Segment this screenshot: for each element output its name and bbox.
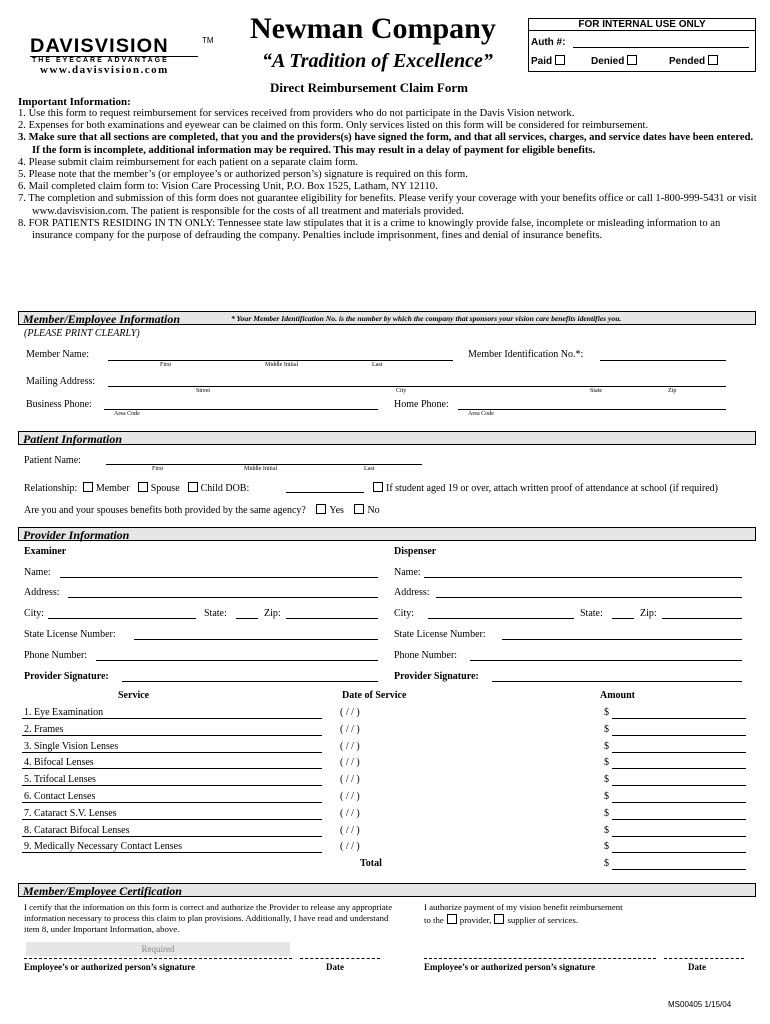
logo-tm: TM [202,36,214,45]
print-clearly: (PLEASE PRINT CLEARLY) [24,328,140,339]
member-section-header [18,311,756,325]
service-row-rule [22,752,322,753]
last-caption: Last [364,466,375,472]
dispenser-name-field[interactable] [424,577,742,578]
patient-section-title: Patient Information [23,432,123,446]
examiner-state-field[interactable] [236,618,258,619]
dispenser-license-field[interactable] [502,639,742,640]
service-row-rule [22,718,322,719]
authorize-text: I authorize payment of my vision benefit reimbursement [424,902,623,912]
amount-column-header: Amount [600,690,636,701]
patient-name-label: Patient Name: [24,455,81,466]
service-row-rule [22,768,322,769]
service-amount-field[interactable] [612,852,746,853]
service-name: 7. Cataract S.V. Lenses [24,807,117,819]
service-dollar: $ [604,774,609,786]
business-phone-label: Business Phone: [26,399,92,410]
examiner-phone-field[interactable] [96,660,378,661]
dispenser-address-field[interactable] [436,597,742,598]
dispenser-address-label: Address: [394,587,430,598]
important-item: 5. Please note that the member’s (or employee’s or authorized person’s) signature is required on this form. [18,169,468,181]
service-dollar: $ [604,707,609,718]
service-date-field[interactable]: ( / / ) [340,723,360,735]
service-row-rule [22,785,322,786]
pended-checkbox[interactable] [708,55,718,65]
dispenser-phone-label: Phone Number: [394,650,458,661]
last-caption: Last [372,362,383,368]
company-name: Newman Company [250,12,496,45]
form-title: Direct Reimbursement Claim Form [270,80,468,95]
provider-checkbox[interactable] [447,914,457,924]
home-phone-label: Home Phone: [394,399,449,410]
service-dollar: $ [604,824,609,836]
service-name: 9. Medically Necessary Contact Lenses [24,841,183,853]
important-item: 2. Expenses for both examinations and eyewear can be claimed on this form. Only services listed on this form will be considered for reimbursement. [18,120,649,132]
employee-date-field[interactable] [300,958,380,959]
member-name-field[interactable] [108,360,453,361]
provider-option: provider, [459,915,492,925]
denied-text: Denied [591,56,625,67]
service-dollar: $ [604,841,609,853]
auth-field[interactable] [573,47,749,48]
service-amount-field[interactable] [612,735,746,736]
service-amount-field[interactable] [612,752,746,753]
service-date-field[interactable]: ( / / ) [340,707,360,718]
child-dob-field[interactable] [286,492,364,493]
service-name: 5. Trifocal Lenses [24,774,96,786]
student-text: If student aged 19 or over, attach written proof of attendance at school (if required) [386,483,718,494]
important-item: 8. FOR PATIENTS RESIDING IN TN ONLY: Tennessee state law stipulates that it is a crime to knowingly provide false, incomplete or misleading information to an insurance company for the purpose of defrauding the company. Penalties include imprisonment, fines and denial of insurance benefits. [18,217,721,242]
area-code-caption: Area Code [114,411,140,417]
authorize-signature-field[interactable] [424,958,656,959]
total-label: Total [360,858,382,869]
no-checkbox[interactable] [354,504,364,514]
service-name: 8. Cataract Bifocal Lenses [24,824,130,836]
service-amount-field[interactable] [612,718,746,719]
street-caption: Street [196,388,210,394]
service-name: 6. Contact Lenses [24,791,96,802]
business-phone-field[interactable] [104,409,378,410]
dispenser-city-field[interactable] [428,618,574,619]
dispenser-signature-field[interactable] [492,681,742,682]
dispenser-phone-field[interactable] [470,660,742,661]
dispenser-heading: Dispenser [394,546,437,557]
member-id-label: Member Identification No.*: [468,349,584,360]
required-indicator: Required [26,942,290,956]
spouse-checkbox[interactable] [138,482,148,492]
supplier-checkbox[interactable] [494,914,504,924]
service-amount-field[interactable] [612,785,746,786]
city-caption: City [396,388,407,394]
service-name: 1. Eye Examination [24,707,104,718]
auth-label: Auth #: [531,37,566,48]
dispenser-name-label: Name: [394,567,421,578]
paid-checkbox[interactable] [555,55,565,65]
certification-section-title: Member/Employee Certification [23,884,182,898]
authorize-signature-label: Employee’s or authorized person’s signature [424,962,595,972]
internal-use-title: FOR INTERNAL USE ONLY [529,19,755,31]
service-date-field[interactable]: ( / / ) [340,824,360,836]
authorize-options [424,914,578,925]
provider-section-header [18,527,756,541]
member-checkbox[interactable] [83,482,93,492]
student-note [370,482,718,494]
mailing-address-label: Mailing Address: [26,376,96,387]
first-caption: First [152,466,164,472]
dispenser-state-field[interactable] [612,618,634,619]
examiner-name-label: Name: [24,567,51,578]
examiner-name-field[interactable] [60,577,378,578]
important-item: 3. Make sure that all sections are completed, that you and the providers(s) have signed the form, and that all services, charges, and service dates have been entered. If the form is incomplete, additional information may be required. This may result in a delay of payment for eligible benefits. [18,132,754,156]
service-amount-field[interactable] [612,768,746,769]
paid-text: Paid [531,56,553,67]
important-item: 6. Mail completed claim form to: Vision Care Processing Unit, P.O. Box 1525, Latham, NY 12110. [18,181,438,193]
service-name: 4. Bifocal Lenses [24,757,94,769]
service-amount-field[interactable] [612,836,746,837]
patient-name-field[interactable] [106,464,422,465]
service-row-rule [22,852,322,853]
yes-checkbox[interactable] [316,504,326,514]
form-code: MS00405 1/15/04 [668,1000,732,1009]
important-item: 4. Please submit claim reimbursement for each patient on a separate claim form. [18,156,359,168]
logo-wordmark: DAVISVISION [30,36,169,57]
state-caption: State [590,388,602,394]
important-list [18,108,758,242]
service-date-field[interactable]: ( / / ) [340,807,360,819]
important-heading: Important Information: [18,96,131,108]
examiner-state-label: State: [204,608,227,619]
mailing-address-field[interactable] [108,386,726,387]
member-section-title: Member/Employee Information [23,312,180,326]
dispenser-signature-label: Provider Signature: [394,671,479,682]
service-amount-field[interactable] [612,802,746,803]
dispenser-city-label: City: [394,608,415,619]
service-name: 3. Single Vision Lenses [24,740,119,752]
service-date-field[interactable]: ( / / ) [340,791,360,802]
service-row-rule [22,735,322,736]
service-name: 2. Frames [24,723,64,735]
examiner-license-label: State License Number: [24,629,116,640]
date-column-header: Date of Service [342,690,407,701]
examiner-address-field[interactable] [68,597,378,598]
company-slogan: “A Tradition of Excellence” [262,50,493,72]
service-dollar: $ [604,740,609,752]
authorize-date-field[interactable] [664,958,744,959]
dispenser-zip-field[interactable] [662,618,742,619]
member-id-note: * Your Member Identification No. is the number by which the company that sponsors your vision care benefits identifies you. [231,314,622,323]
examiner-license-field[interactable] [134,639,378,640]
examiner-heading: Examiner [24,546,67,557]
examiner-city-label: City: [24,608,45,619]
service-column-header: Service [118,690,150,701]
relationship-row [24,482,249,494]
service-row-rule [22,836,322,837]
same-agency-label: Are you and your spouses benefits both provided by the same agency? [24,505,306,516]
website: www.davisvision.com [40,64,169,76]
paid-label [531,55,568,67]
area-code-caption: Area Code [468,411,494,417]
examiner-signature-label: Provider Signature: [24,671,109,682]
patient-section-header [18,431,756,445]
service-dollar: $ [604,757,609,769]
relationship-label: Relationship: [24,483,78,494]
service-row-rule [22,819,322,820]
service-amount-field[interactable] [612,819,746,820]
zip-caption: Zip [668,388,677,394]
employee-date-label: Date [326,962,344,972]
service-date-field[interactable]: ( / / ) [340,841,360,853]
authorize-to: to the [424,915,444,925]
no-option: No [367,505,380,516]
internal-use-box [528,18,756,72]
dispenser-zip-label: Zip: [640,608,657,619]
examiner-address-label: Address: [24,587,60,598]
middle-initial-caption: Middle Initial [265,362,299,368]
member-id-field[interactable] [600,360,726,361]
dispenser-license-label: State License Number: [394,629,486,640]
pended-label [669,55,721,67]
service-row-rule [22,802,322,803]
service-date-field[interactable]: ( / / ) [340,774,360,786]
student-checkbox[interactable] [373,482,383,492]
examiner-signature-field[interactable] [122,681,378,682]
total-dollar: $ [604,858,609,869]
logo-tagline: THE EYECARE ADVANTAGE [32,57,169,64]
important-item: 7. The completion and submission of this form does not guarantee eligibility for benefits. Please verify your coverage with your benefits office or call 1-800-999-5431 or visit www.davisvision.com. The patient is responsible for the costs of all treatment and materials provided. [18,193,757,217]
examiner-zip-label: Zip: [264,608,281,619]
service-dollar: $ [604,723,609,735]
examiner-phone-label: Phone Number: [24,650,88,661]
service-date-field[interactable]: ( / / ) [340,740,360,752]
yes-option: Yes [329,505,344,516]
provider-section-title: Provider Information [23,528,130,542]
member-option: Member [95,483,130,494]
service-dollar: $ [604,807,609,819]
employee-signature-label: Employee’s or authorized person’s signature [24,962,195,972]
spouse-option: Spouse [150,483,180,494]
total-amount-field[interactable] [612,869,746,870]
home-phone-field[interactable] [458,409,726,410]
middle-initial-caption: Middle Initial [244,466,278,472]
child-checkbox[interactable] [188,482,198,492]
pended-text: Pended [669,56,706,67]
service-dollar: $ [604,791,609,802]
important-item: 1. Use this form to request reimbursement for services received from providers who do not participate in the Davis Vision network. [18,108,575,119]
denied-label [591,55,640,67]
first-caption: First [160,362,172,368]
child-option: Child DOB: [200,483,250,494]
employee-signature-field[interactable] [24,958,292,959]
service-date-field[interactable]: ( / / ) [340,757,360,769]
dispenser-state-label: State: [580,608,603,619]
examiner-city-field[interactable] [48,618,196,619]
authorize-date-label: Date [688,962,706,972]
denied-checkbox[interactable] [627,55,637,65]
same-agency-row [24,504,380,516]
examiner-zip-field[interactable] [286,618,378,619]
supplier-option: supplier of services. [507,915,579,925]
member-name-label: Member Name: [26,349,90,360]
certification-section-header [18,883,756,897]
certification-text: I certify that the information on this form is correct and authorize the Provider to release any appropriate information necessary to process this claim to plan provisions. Additionally, I have read and understand item 8, under Important Information, above. [24,902,393,934]
